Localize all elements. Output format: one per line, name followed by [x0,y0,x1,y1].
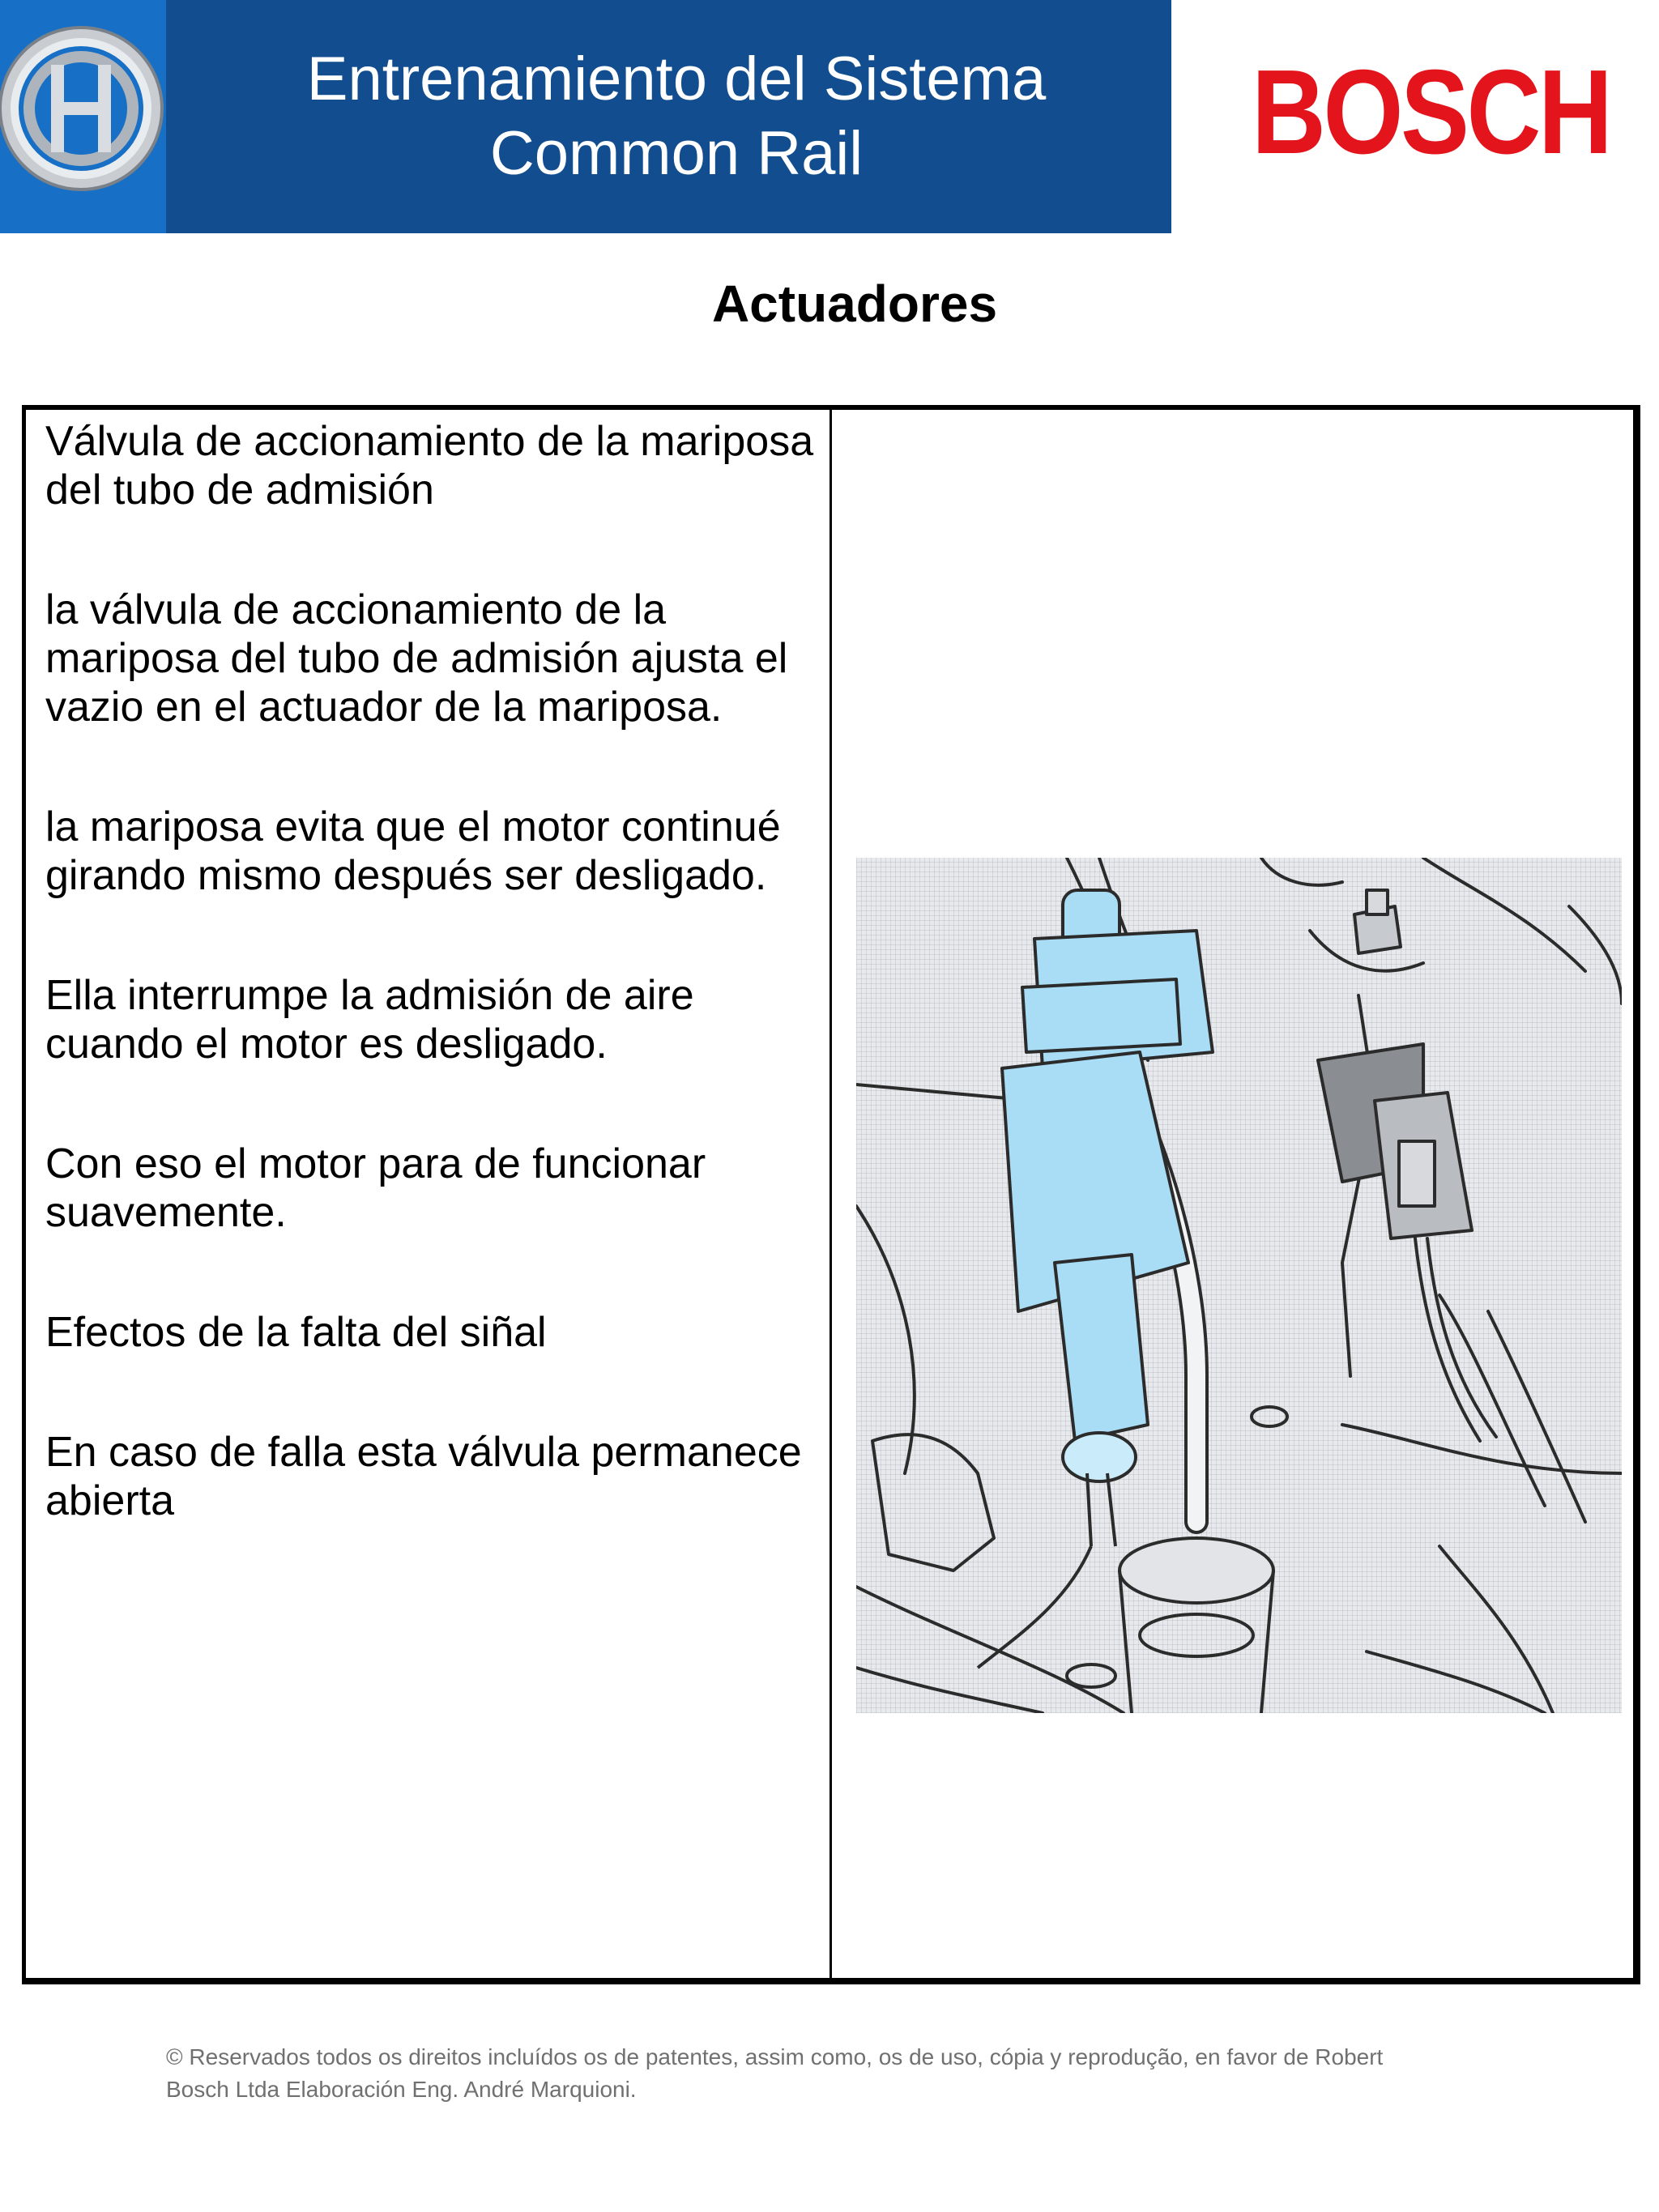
column-divider [830,407,832,1980]
paragraph-purpose: la mariposa evita que el motor continué girando mismo después ser desligado. [45,803,781,899]
header-title [166,42,1187,191]
paragraph-failure-mode: En caso de falla esta válvula permanece abierta [45,1429,802,1524]
text-column [45,417,823,1596]
footer-line2: Bosch Ltda Elaboración Eng. André Marquioni. [166,2077,637,2102]
page-title: Actuadores [711,275,998,333]
bosch-wordmark: BOSCH [1252,45,1610,179]
header-title-line2: Common Rail [489,119,864,188]
footer-line1: © Reservados todos os direitos incluídos os de patentes, assim como, os de uso, cópia y reprodução, en favor de Robert [166,2044,1384,2069]
bosch-armature-icon [0,11,166,206]
header-title-line1: Entrenamiento del Sistema [306,45,1047,113]
valve-illustration [856,858,1622,1713]
logo-block [0,0,166,233]
paragraph-smooth-stop: Con eso el motor para de funcionar suavemente. [45,1140,706,1236]
paragraph-signal-failure: Efectos de la falta del siñal [45,1309,547,1356]
copyright-footer [166,2041,1543,2106]
paragraph-heading: Válvula de accionamiento de la mariposa del tubo de admisión [45,418,814,514]
paragraph-air-intake: Ella interrumpe la admisión de aire cuando el motor es desligado. [45,972,694,1068]
valve-illustration-drawing [856,858,1622,1713]
paragraph-function: la válvula de accionamiento de la mariposa del tubo de admisión ajusta el vazio en el actuador de la mariposa. [45,586,788,731]
